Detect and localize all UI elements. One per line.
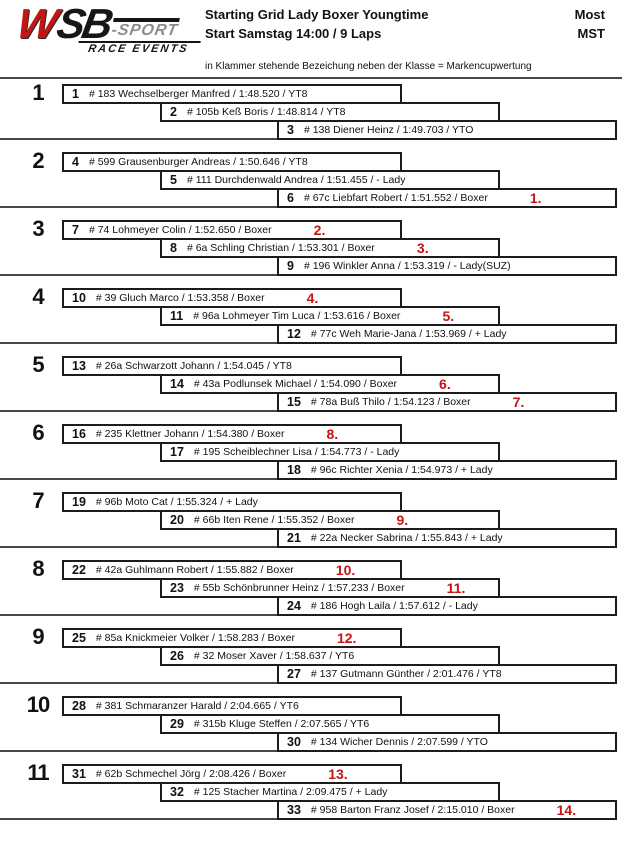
logo-wordmark bbox=[13, 0, 211, 47]
grid-position-box bbox=[277, 596, 617, 616]
position-number: 24 bbox=[287, 599, 301, 613]
rider-entry-text: # 195 Scheiblechner Lisa / 1:54.773 / - Lady bbox=[193, 446, 400, 458]
logo-race-events-text: RACE EVENTS bbox=[76, 41, 200, 55]
rider-entry-text: # 66b Iten Rene / 1:55.352 / Boxer bbox=[193, 514, 355, 526]
position-number: 18 bbox=[287, 463, 301, 477]
rider-entry-text: # 96b Moto Cat / 1:55.324 / + Lady bbox=[95, 496, 258, 508]
boxer-cup-rank: 6. bbox=[439, 376, 451, 392]
position-number: 8 bbox=[170, 241, 177, 255]
boxer-cup-rank: 11. bbox=[446, 580, 466, 596]
rider-entry-text: # 26a Schwarzott Johann / 1:54.045 / YT8 bbox=[95, 360, 292, 372]
grid-position-box bbox=[160, 578, 500, 598]
grid-row bbox=[0, 80, 622, 140]
grid-position-box bbox=[277, 732, 617, 752]
position-number: 23 bbox=[170, 581, 184, 595]
rider-entry-text: # 42a Guhlmann Robert / 1:55.882 / Boxer bbox=[95, 564, 294, 576]
track-code: MST bbox=[577, 26, 605, 41]
boxer-cup-rank: 5. bbox=[442, 308, 455, 324]
row-number: 11 bbox=[27, 760, 49, 785]
position-number: 31 bbox=[72, 767, 86, 781]
grid-position-box bbox=[160, 238, 500, 258]
grid-row bbox=[0, 148, 622, 208]
row-number: 6 bbox=[32, 420, 44, 445]
grid-position-box bbox=[160, 374, 500, 394]
header-separator-line bbox=[0, 77, 622, 79]
row-number: 2 bbox=[32, 148, 44, 173]
grid-position-box bbox=[62, 764, 402, 784]
logo-sport-text: -SPORT bbox=[110, 21, 180, 39]
logo-letters-sb: SB bbox=[53, 0, 115, 47]
boxer-cup-rank: 12. bbox=[336, 630, 357, 646]
grid-position-box bbox=[62, 628, 402, 648]
grid-position-box bbox=[160, 170, 500, 190]
row-number: 3 bbox=[32, 216, 44, 241]
position-number: 22 bbox=[72, 563, 86, 577]
position-number: 25 bbox=[72, 631, 86, 645]
grid-row bbox=[0, 692, 622, 752]
boxer-cup-rank: 14. bbox=[556, 802, 577, 818]
position-number: 32 bbox=[170, 785, 184, 799]
wsb-sport-logo bbox=[11, 0, 210, 60]
row-number: 7 bbox=[32, 488, 44, 513]
rider-entry-text: # 137 Gutmann Günther / 2:01.476 / YT8 bbox=[310, 668, 502, 680]
rider-entry-text: # 43a Podlunsek Michael / 1:54.090 / Boxer bbox=[193, 378, 398, 390]
boxer-cup-rank: 4. bbox=[306, 290, 319, 306]
grid-row bbox=[0, 284, 622, 344]
rider-entry-text: # 196 Winkler Anna / 1:53.319 / - Lady(SUZ) bbox=[303, 260, 511, 272]
grid-position-box bbox=[277, 324, 617, 344]
rider-entry-text: # 74 Lohmeyer Colin / 1:52.650 / Boxer bbox=[88, 224, 272, 236]
grid-position-box bbox=[62, 492, 402, 512]
position-number: 12 bbox=[287, 327, 301, 341]
rider-entry-text: # 62b Schmechel Jörg / 2:08.426 / Boxer bbox=[95, 768, 287, 780]
position-number: 33 bbox=[287, 803, 301, 817]
position-number: 3 bbox=[287, 123, 294, 137]
grid-position-box bbox=[160, 714, 500, 734]
rider-entry-text: # 67c Liebfart Robert / 1:51.552 / Boxer bbox=[303, 192, 488, 204]
position-number: 17 bbox=[170, 445, 184, 459]
boxer-cup-rank: 9. bbox=[396, 512, 409, 528]
grid-position-box bbox=[160, 306, 500, 326]
position-number: 13 bbox=[72, 359, 86, 373]
grid-position-box bbox=[62, 560, 402, 580]
rider-entry-text: # 6a Schling Christian / 1:53.301 / Boxer bbox=[186, 242, 375, 254]
grid-position-box bbox=[62, 288, 402, 308]
rider-entry-text: # 958 Barton Franz Josef / 2:15.010 / Boxer bbox=[310, 804, 515, 816]
rider-entry-text: # 381 Schmaranzer Harald / 2:04.665 / YT6 bbox=[95, 700, 299, 712]
grid-position-box bbox=[160, 510, 500, 530]
position-number: 14 bbox=[170, 377, 184, 391]
grid-position-box bbox=[277, 528, 617, 548]
row-number: 1 bbox=[32, 80, 44, 105]
grid-position-box bbox=[160, 102, 500, 122]
grid-position-box bbox=[277, 256, 617, 276]
grid-position-box bbox=[277, 460, 617, 480]
rider-entry-text: # 125 Stacher Martina / 2:09.475 / + Lady bbox=[193, 786, 388, 798]
grid-row bbox=[0, 488, 622, 548]
rider-entry-text: # 55b Schönbrunner Heinz / 1:57.233 / Boxer bbox=[193, 582, 405, 594]
rider-entry-text: # 599 Grausenburger Andreas / 1:50.646 / YT8 bbox=[88, 156, 308, 168]
rider-entry-text: # 39 Gluch Marco / 1:53.358 / Boxer bbox=[95, 292, 265, 304]
rider-entry-text: # 96a Lohmeyer Tim Luca / 1:53.616 / Boxer bbox=[193, 310, 401, 322]
markencup-note: in Klammer stehende Bezeichung neben der Klasse = Markencupwertung bbox=[205, 61, 532, 72]
boxer-cup-rank: 10. bbox=[335, 562, 356, 578]
grid-row bbox=[0, 420, 622, 480]
position-number: 1 bbox=[72, 87, 79, 101]
grid-position-box bbox=[62, 84, 402, 104]
rider-entry-text: # 85a Knickmeier Volker / 1:58.283 / Boxer bbox=[95, 632, 295, 644]
grid-row bbox=[0, 760, 622, 820]
row-number: 9 bbox=[32, 624, 44, 649]
grid-position-box bbox=[277, 800, 617, 820]
track-name: Most bbox=[574, 7, 605, 22]
position-number: 30 bbox=[287, 735, 301, 749]
rider-entry-text: # 235 Klettner Johann / 1:54.380 / Boxer bbox=[95, 428, 285, 440]
row-number: 10 bbox=[26, 692, 50, 717]
grid-row bbox=[0, 624, 622, 684]
grid-position-box bbox=[160, 442, 500, 462]
boxer-cup-rank: 3. bbox=[416, 240, 429, 256]
start-info: Start Samstag 14:00 / 9 Laps bbox=[205, 26, 382, 41]
position-number: 6 bbox=[287, 191, 294, 205]
boxer-cup-rank: 13. bbox=[328, 766, 348, 782]
grid-position-box bbox=[62, 424, 402, 444]
position-number: 15 bbox=[287, 395, 301, 409]
boxer-cup-rank: 7. bbox=[512, 394, 525, 410]
rider-entry-text: # 183 Wechselberger Manfred / 1:48.520 / YT8 bbox=[88, 88, 308, 100]
starting-grid bbox=[0, 80, 622, 832]
grid-position-box bbox=[62, 696, 402, 716]
position-number: 21 bbox=[287, 531, 301, 545]
grid-position-box bbox=[160, 646, 500, 666]
rider-entry-text: # 138 Diener Heinz / 1:49.703 / YTO bbox=[303, 124, 474, 136]
position-number: 4 bbox=[72, 155, 79, 169]
grid-position-box bbox=[62, 152, 402, 172]
grid-position-box bbox=[277, 120, 617, 140]
position-number: 7 bbox=[72, 223, 79, 237]
rider-entry-text: # 22a Necker Sabrina / 1:55.843 / + Lady bbox=[310, 532, 503, 544]
position-number: 29 bbox=[170, 717, 184, 731]
boxer-cup-rank: 8. bbox=[326, 426, 339, 442]
position-number: 20 bbox=[170, 513, 184, 527]
rider-entry-text: # 105b Keß Boris / 1:48.814 / YT8 bbox=[186, 106, 346, 118]
grid-row bbox=[0, 352, 622, 412]
rider-entry-text: # 111 Durchdenwald Andrea / 1:51.455 / - Lady bbox=[186, 174, 406, 186]
grid-row bbox=[0, 556, 622, 616]
position-number: 27 bbox=[287, 667, 301, 681]
boxer-cup-rank: 2. bbox=[313, 222, 326, 238]
rider-entry-text: # 96c Richter Xenia / 1:54.973 / + Lady bbox=[310, 464, 493, 476]
position-number: 26 bbox=[170, 649, 184, 663]
rider-entry-text: # 134 Wicher Dennis / 2:07.599 / YTO bbox=[310, 736, 488, 748]
rider-entry-text: # 315b Kluge Steffen / 2:07.565 / YT6 bbox=[193, 718, 370, 730]
position-number: 16 bbox=[72, 427, 86, 441]
grid-position-box bbox=[160, 782, 500, 802]
position-number: 11 bbox=[170, 309, 184, 323]
grid-position-box bbox=[62, 220, 402, 240]
position-number: 10 bbox=[72, 291, 86, 305]
logo-letter-w: W bbox=[13, 0, 62, 47]
rider-entry-text: # 77c Weh Marie-Jana / 1:53.969 / + Lady bbox=[310, 328, 507, 340]
rider-entry-text: # 186 Hogh Laila / 1:57.612 / - Lady bbox=[310, 600, 478, 612]
grid-position-box bbox=[62, 356, 402, 376]
position-number: 19 bbox=[72, 495, 86, 509]
row-number: 4 bbox=[32, 284, 44, 309]
grid-position-box bbox=[277, 188, 617, 208]
logo-sport-bar bbox=[110, 18, 180, 40]
row-number: 8 bbox=[32, 556, 44, 581]
position-number: 28 bbox=[72, 699, 86, 713]
position-number: 5 bbox=[170, 173, 177, 187]
page-title: Starting Grid Lady Boxer Youngtime bbox=[205, 7, 429, 22]
boxer-cup-rank: 1. bbox=[529, 190, 542, 206]
grid-position-box bbox=[277, 664, 617, 684]
position-number: 2 bbox=[170, 105, 177, 119]
rider-entry-text: # 78a Buß Thilo / 1:54.123 / Boxer bbox=[310, 396, 471, 408]
grid-position-box bbox=[277, 392, 617, 412]
row-number: 5 bbox=[32, 352, 44, 377]
rider-entry-text: # 32 Moser Xaver / 1:58.637 / YT6 bbox=[193, 650, 355, 662]
grid-row bbox=[0, 216, 622, 276]
position-number: 9 bbox=[287, 259, 294, 273]
